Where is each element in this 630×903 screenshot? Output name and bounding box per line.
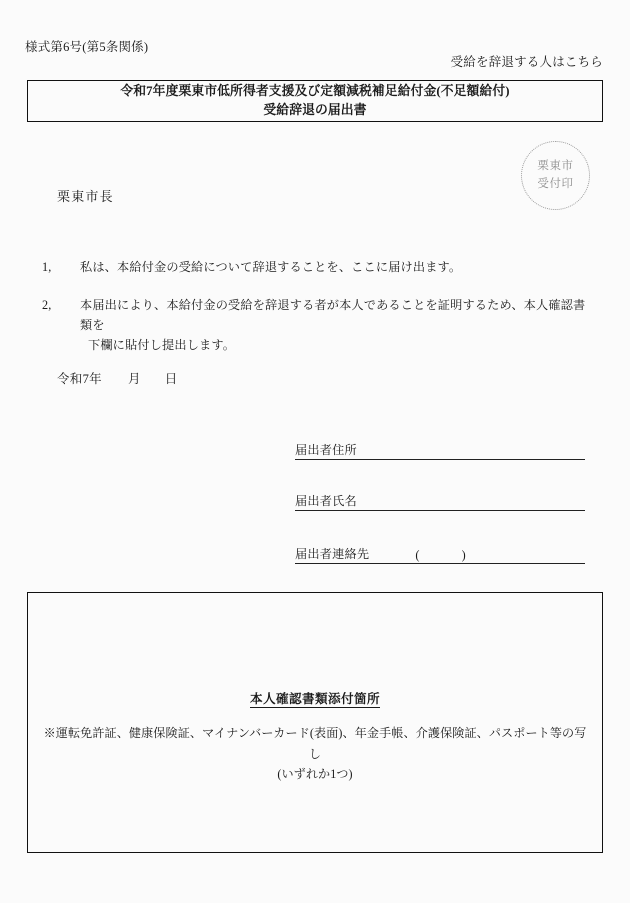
title-box <box>27 80 603 122</box>
clause-text: 本届出により、本給付金の受給を辞退する者が本人であることを証明するため、本人確認書類を <box>80 298 586 332</box>
title-line-primary: 令和7年度栗東市低所得者支援及び定額減税補足給付金(不足額給付) <box>120 84 510 99</box>
addressee-mayor: 栗東市長 <box>57 189 114 204</box>
guide-note: 受給を辞退する人はこちら <box>450 55 603 69</box>
date-entry-line <box>57 369 178 387</box>
reception-seal-stamp <box>521 141 590 210</box>
title-line-secondary: 受給辞退の届出書 <box>263 103 367 117</box>
filer-address-label: 届出者住所 <box>295 441 357 460</box>
attachment-note-line-1: ※運転免許証、健康保険証、マイナンバーカード(表面)、年金手帳、介護保険証、パスポート等の写し <box>43 726 587 761</box>
date-era-year: 令和7年 <box>57 372 102 386</box>
clause-item <box>42 296 595 355</box>
filer-contact-label: 届出者連絡先 <box>295 545 369 564</box>
seal-reception-label: 受付印 <box>537 177 574 190</box>
date-day-label: 日 <box>164 372 178 386</box>
clause-marker: 1, <box>42 260 52 274</box>
attachment-note-line-2: (いずれか1つ) <box>277 767 353 782</box>
paren-open: ( <box>415 548 420 562</box>
filer-name-label: 届出者氏名 <box>295 492 357 511</box>
filer-contact-field[interactable] <box>295 545 585 564</box>
clause-text: 私は、本給付金の受給について辞退することを、ここに届け出ます。 <box>80 260 462 274</box>
filer-name-field[interactable] <box>295 492 585 511</box>
filer-contact-area-code-group <box>415 548 466 563</box>
clause-item <box>42 258 587 278</box>
filer-address-field[interactable] <box>295 441 585 460</box>
attachment-note <box>38 723 592 785</box>
clause-marker: 2, <box>42 298 52 312</box>
clause-text-continuation: 下欄に貼付し提出します。 <box>88 337 236 352</box>
date-month-label: 月 <box>127 372 141 386</box>
attachment-heading <box>28 688 602 707</box>
attachment-heading-text: 本人確認書類添付箇所 <box>250 692 380 706</box>
form-number: 様式第6号(第5条関係) <box>25 40 149 54</box>
identity-document-attachment-box[interactable] <box>27 592 603 853</box>
clause-text-wrapper <box>80 296 595 355</box>
seal-city-label: 栗東市 <box>537 160 574 173</box>
paren-close: ) <box>461 548 466 562</box>
